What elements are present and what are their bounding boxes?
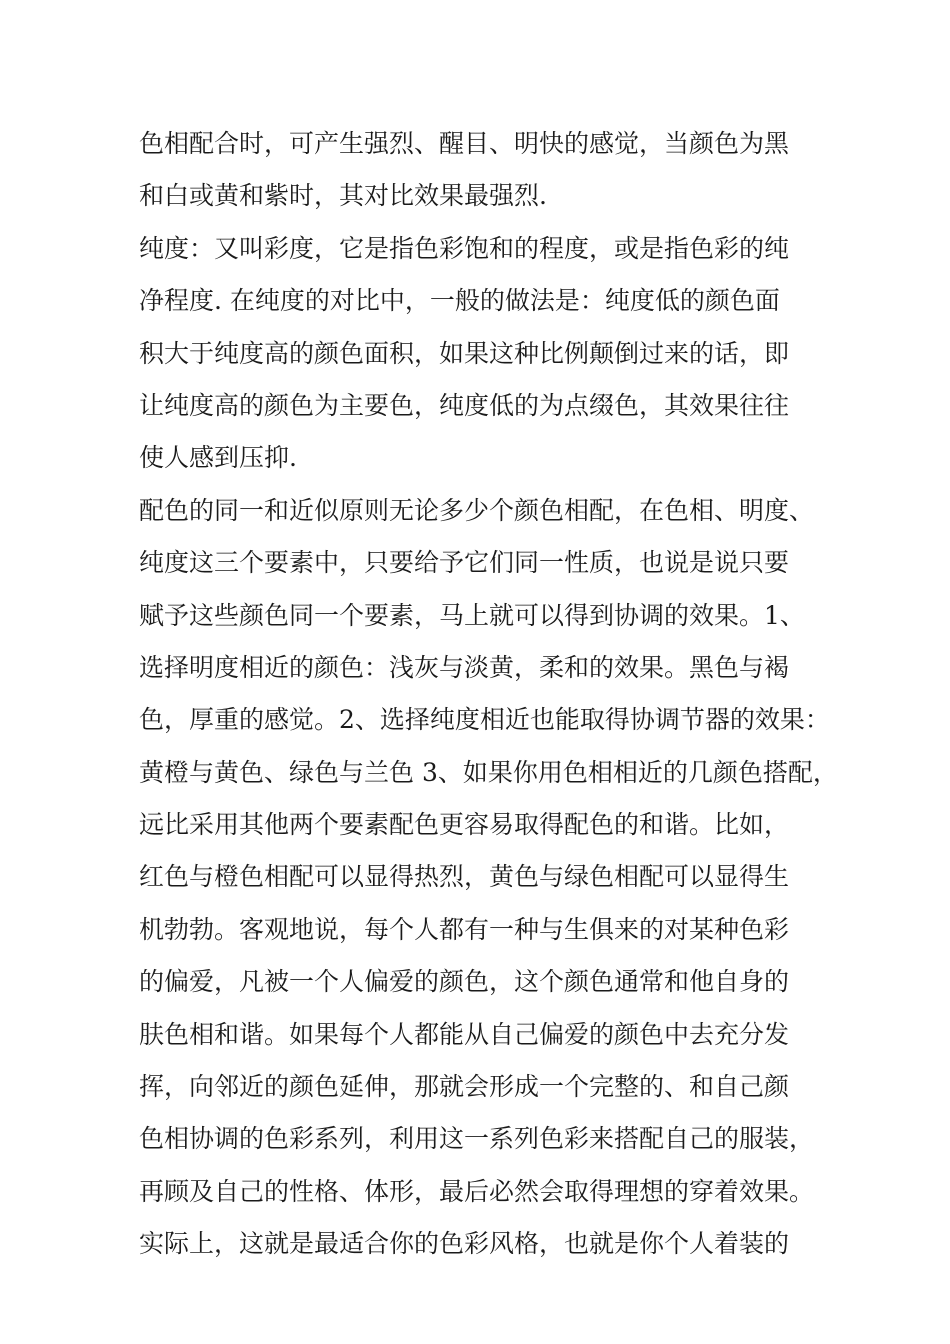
text-line: 使人感到压抑. bbox=[139, 443, 297, 473]
text-line: 赋予这些颜色同一个要素，马上就可以得到协调的效果。1、 bbox=[139, 600, 805, 630]
text-line: 肤色相和谐。如果每个人都能从自己偏爱的颜色中去充分发 bbox=[139, 1019, 790, 1049]
text-line: 挥，向邻近的颜色延伸，那就会形成一个完整的、和自己颜 bbox=[139, 1072, 790, 1102]
text-line: 选择明度相近的颜色：浅灰与淡黄，柔和的效果。黑色与褐 bbox=[139, 652, 790, 682]
text-line: 纯度：又叫彩度，它是指色彩饱和的程度，或是指色彩的纯 bbox=[139, 233, 790, 263]
text-line: 色相协调的色彩系列，利用这一系列色彩来搭配自己的服装， bbox=[139, 1124, 815, 1154]
text-line: 实际上，这就是最适合你的色彩风格，也就是你个人着装的 bbox=[139, 1229, 790, 1259]
text-line: 净程度. 在纯度的对比中，一般的做法是：纯度低的颜色面 bbox=[139, 286, 780, 316]
body-text bbox=[139, 118, 839, 1271]
text-line: 配色的同一和近似原则无论多少个颜色相配，在色相、明度、 bbox=[139, 495, 815, 525]
text-line: 和白或黄和紫时，其对比效果最强烈. bbox=[139, 181, 547, 211]
text-line: 机勃勃。客观地说，每个人都有一种与生俱来的对某种色彩 bbox=[139, 914, 790, 944]
text-line: 远比采用其他两个要素配色更容易取得配色的和谐。比如， bbox=[139, 810, 790, 840]
text-line: 黄橙与黄色、绿色与兰色 3、如果你用色相相近的几颜色搭配， bbox=[139, 757, 838, 787]
text-line: 的偏爱，凡被一个人偏爱的颜色，这个颜色通常和他自身的 bbox=[139, 967, 790, 997]
text-line: 色，厚重的感觉。2、选择纯度相近也能取得协调节器的效果： bbox=[139, 705, 830, 735]
text-line: 色相配合时，可产生强烈、醒目、明快的感觉，当颜色为黑 bbox=[139, 129, 790, 158]
text-line: 再顾及自己的性格、体形，最后必然会取得理想的穿着效果。 bbox=[139, 1176, 815, 1206]
text-line: 积大于纯度高的颜色面积，如果这种比例颠倒过来的话，即 bbox=[139, 338, 790, 368]
text-line: 让纯度高的颜色为主要色，纯度低的为点缀色，其效果往往 bbox=[139, 390, 790, 420]
text-line: 红色与橙色相配可以显得热烈，黄色与绿色相配可以显得生 bbox=[139, 862, 790, 892]
text-line: 纯度这三个要素中，只要给予它们同一性质，也说是说只要 bbox=[139, 548, 790, 578]
